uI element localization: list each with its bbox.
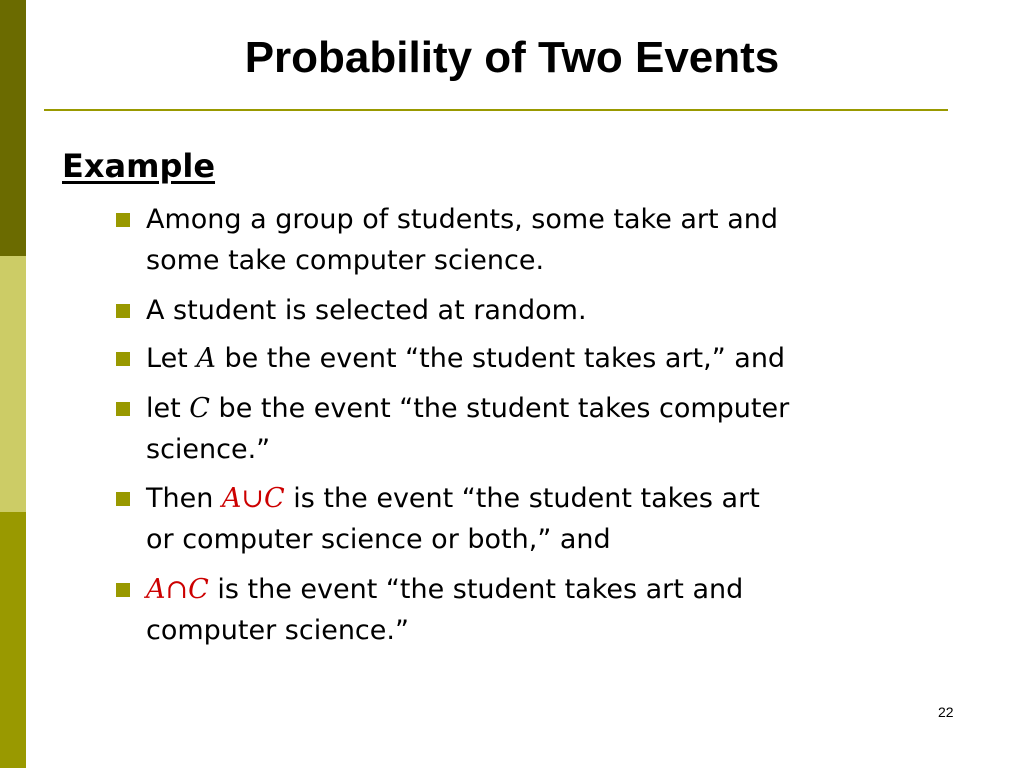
bullet-item-5 <box>146 478 996 560</box>
bullet-6-text: is the event “the student takes art and <box>208 574 744 605</box>
bullet-2-line-1: A student is selected at random. <box>146 295 587 326</box>
bullet-item-2 <box>146 290 996 331</box>
bullet-5-line-2: or computer science or both,” and <box>146 524 611 555</box>
bullet-item-1 <box>146 199 996 281</box>
bullet-3-prefix: Let <box>146 343 197 374</box>
bullet-item-4 <box>146 388 996 470</box>
bullet-square-icon <box>116 304 130 318</box>
event-symbol-c: C <box>189 393 210 424</box>
bullet-square-icon <box>116 492 130 506</box>
sidebar-band-bottom <box>0 512 26 768</box>
bullet-square-icon <box>116 402 130 416</box>
bullet-square-icon <box>116 583 130 597</box>
sidebar-band-top <box>0 0 26 256</box>
union-symbol: A∪C <box>221 483 285 514</box>
sidebar-band-middle <box>0 256 26 512</box>
bullet-item-3 <box>146 338 996 379</box>
section-heading: Example <box>62 147 216 185</box>
bullet-item-6 <box>146 569 996 651</box>
event-symbol-a: A <box>196 343 216 374</box>
bullet-4-text: be the event “the student takes computer <box>209 393 790 424</box>
bullet-square-icon <box>116 213 130 227</box>
page-number: 22 <box>938 704 954 720</box>
bullet-5-text: is the event “the student takes art <box>284 483 760 514</box>
title-divider <box>44 109 948 111</box>
bullet-square-icon <box>116 352 130 366</box>
bullet-3-text: be the event “the student takes art,” and <box>215 343 786 374</box>
bullet-4-prefix: let <box>146 393 190 424</box>
slide-title: Probability of Two Events <box>244 33 780 82</box>
bullet-6-line-2: computer science.” <box>146 615 409 646</box>
bullet-4-line-2: science.” <box>146 434 271 465</box>
bullet-1-line-1: Among a group of students, some take art and <box>146 204 778 235</box>
bullet-1-line-2: some take computer science. <box>146 245 545 276</box>
intersection-symbol: A∩C <box>146 574 209 605</box>
bullet-5-prefix: Then <box>146 483 222 514</box>
